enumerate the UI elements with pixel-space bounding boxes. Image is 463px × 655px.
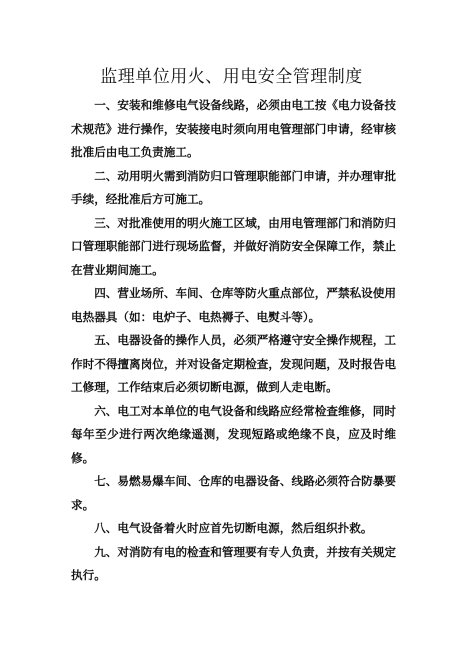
paragraph-3: 三、对批准使用的明火施工区域，由用电管理部门和消防归口管理职能部门进行现场监督，并做好消防安全保障工作，禁止在营业期间施工。 [71, 215, 396, 277]
paragraph-8: 八、电气设备着火时应首先切断电源，然后组织扑救。 [94, 521, 373, 535]
paragraph-6: 六、电工对本单位的电气设备和线路应经常检查维修，同时每年至少进行两次绝缘遥测，发现短路或绝缘不良，应及时维修。 [71, 403, 396, 465]
paragraph-1: 一、安装和维修电气设备线路，必须由电工按《电力设备技术规范》进行操作，安装接电时须向用电管理部门申请，经审核批准后由电工负责施工。 [71, 98, 396, 159]
paragraph-4: 四、营业场所、车间、仓库等防火重点部位，严禁私设使用电热器具（如：电炉子、电热褥子、电熨斗等）。 [71, 286, 396, 324]
paragraph-5: 五、电器设备的操作人员，必须严格遵守安全操作规程，工作时不得擅离岗位，并对设备定期检查，发现问题，及时报告电工修理，工作结束后必须切断电源，做到人走电断。 [71, 333, 396, 394]
paragraph-7: 七、易燃易爆车间、仓库的电器设备、线路必须符合防暴要求。 [71, 474, 396, 512]
paragraph-9: 九、对消防有电的检查和管理要有专人负责，并按有关规定执行。 [71, 544, 396, 582]
paragraph-2: 二、动用明火需到消防归口管理职能部门申请，并办理审批手续，经批准后方可施工。 [71, 168, 396, 206]
document-body [71, 94, 396, 588]
document-title: 监理单位用火、用电安全管理制度 [100, 67, 363, 87]
